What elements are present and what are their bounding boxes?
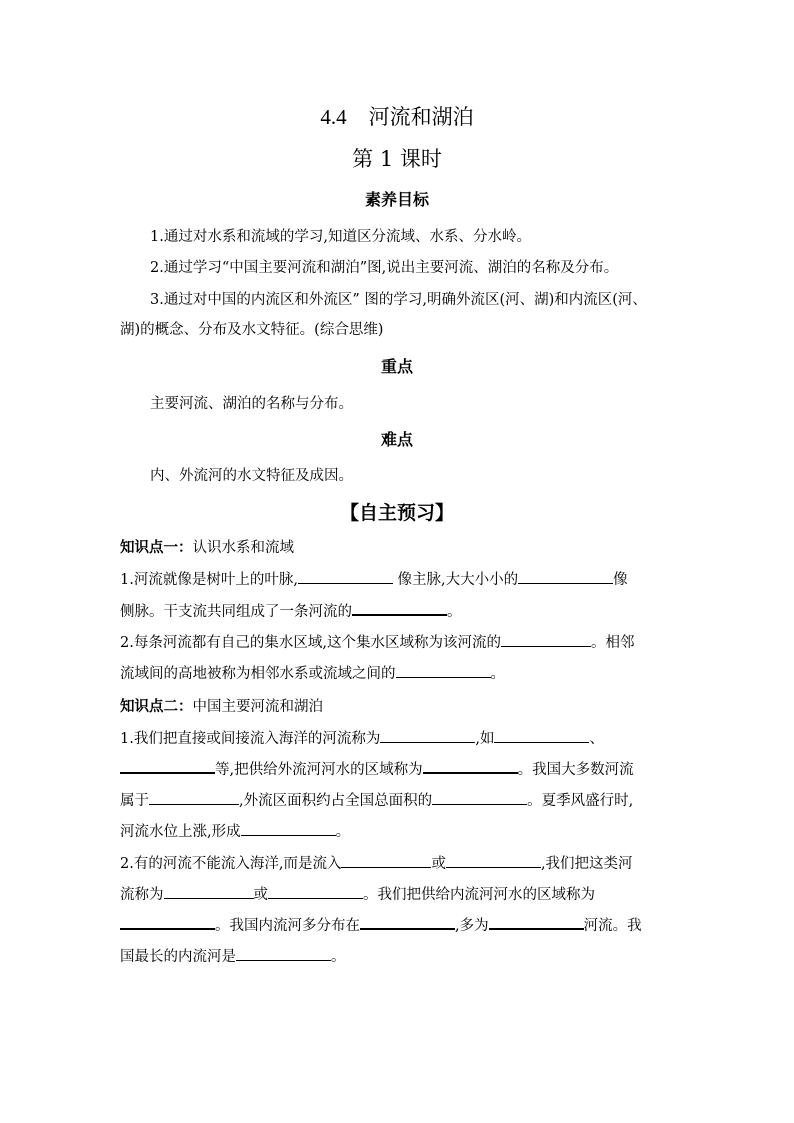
- answer-blank[interactable]: [120, 758, 215, 774]
- kp1-q1-line2: 侧脉。干支流共同组成了一条河流的 。: [120, 600, 462, 624]
- goal-item-3: 3.通过对中国的内流区和外流区” 图的学习,明确外流区(河、湖)和内流区(河、: [150, 292, 647, 308]
- goal-item-1: 1.通过对水系和流域的学习,知道区分流域、水系、分水岭。: [150, 229, 531, 245]
- kp1-q2-line2: 流域间的高地被称为相邻水系或流域之间的 。: [120, 662, 505, 686]
- kp2-q2-line4: 国最长的内流河是 。: [120, 945, 346, 969]
- goal-item-2: 2.通过学习“中国主要河流和湖泊”图,说出主要河流、湖泊的名称及分布。: [150, 260, 619, 276]
- kp2-q1-line3: 属于 ,外流区面积约占全国总面积的 。夏季风盛行时,: [120, 789, 633, 813]
- kp2-title: 中国主要河流和湖泊: [192, 699, 323, 715]
- kp2-q2-line2: 流称为 或 。我们把供给内流河河水的区域称为: [120, 883, 595, 907]
- answer-blank[interactable]: [268, 884, 363, 899]
- kp2-q1-line1: 1.我们把直接或间接流入海洋的河流称为 ,如 、: [120, 727, 604, 751]
- kp1-title: 认识水系和流域: [192, 540, 294, 556]
- difficult-point-text: 内、外流河的水文特征及成因。: [150, 468, 353, 484]
- answer-blank[interactable]: [489, 914, 584, 930]
- kp1-label: 知识点一：: [120, 539, 193, 556]
- preview-heading: 【自主预习】: [339, 502, 454, 524]
- key-point-text: 主要河流、湖泊的名称与分布。: [150, 396, 353, 412]
- kp2-title-line: [120, 695, 323, 719]
- answer-blank[interactable]: [298, 569, 393, 584]
- answer-blank[interactable]: [518, 569, 613, 584]
- answer-blank[interactable]: [501, 632, 591, 647]
- key-point-heading: 重点: [380, 357, 413, 376]
- kp2-label: 知识点二：: [120, 698, 193, 715]
- answer-blank[interactable]: [149, 790, 239, 805]
- answer-blank[interactable]: [164, 884, 254, 899]
- kp2-q2-line3: 。我国内流河多分布在 ,多为 河流。我: [120, 914, 642, 938]
- goal-item-3-cont: 湖)的概念、分布及水文特征。(综合思维): [120, 322, 384, 338]
- answer-blank[interactable]: [423, 758, 518, 774]
- section-title: [0, 103, 794, 131]
- answer-blank[interactable]: [380, 728, 475, 743]
- answer-blank[interactable]: [396, 663, 491, 678]
- answer-blank[interactable]: [341, 853, 431, 868]
- answer-blank[interactable]: [360, 914, 455, 930]
- answer-blank[interactable]: [494, 728, 589, 743]
- section-name: 河流和湖泊: [368, 105, 474, 129]
- difficult-point-heading: 难点: [380, 430, 413, 449]
- lesson-title: 第 1 课时: [352, 147, 442, 171]
- kp1-q2-line1: 2.每条河流都有自己的集水区域,这个集水区域称为该河流的 。相邻: [120, 631, 634, 655]
- answer-blank[interactable]: [120, 914, 215, 930]
- answer-blank[interactable]: [432, 790, 527, 805]
- answer-blank[interactable]: [352, 600, 447, 616]
- kp2-q2-line1: 2.有的河流不能流入海洋,而是流入 或 ,我们把这类河: [120, 852, 633, 876]
- answer-blank[interactable]: [241, 821, 336, 836]
- section-number: 4.4: [320, 105, 347, 129]
- kp1-title-line: [120, 536, 294, 560]
- goals-heading: 素养目标: [364, 190, 429, 209]
- kp1-q1-line1: 1.河流就像是树叶上的叶脉, 像主脉,大大小小的 像: [120, 568, 628, 592]
- answer-blank[interactable]: [446, 853, 541, 868]
- kp2-q1-line4: 河流水位上涨,形成 。: [120, 820, 350, 844]
- answer-blank[interactable]: [236, 946, 331, 961]
- kp2-q1-line2: 等,把供给外流河河水的区域称为 。我国大多数河流: [120, 758, 634, 782]
